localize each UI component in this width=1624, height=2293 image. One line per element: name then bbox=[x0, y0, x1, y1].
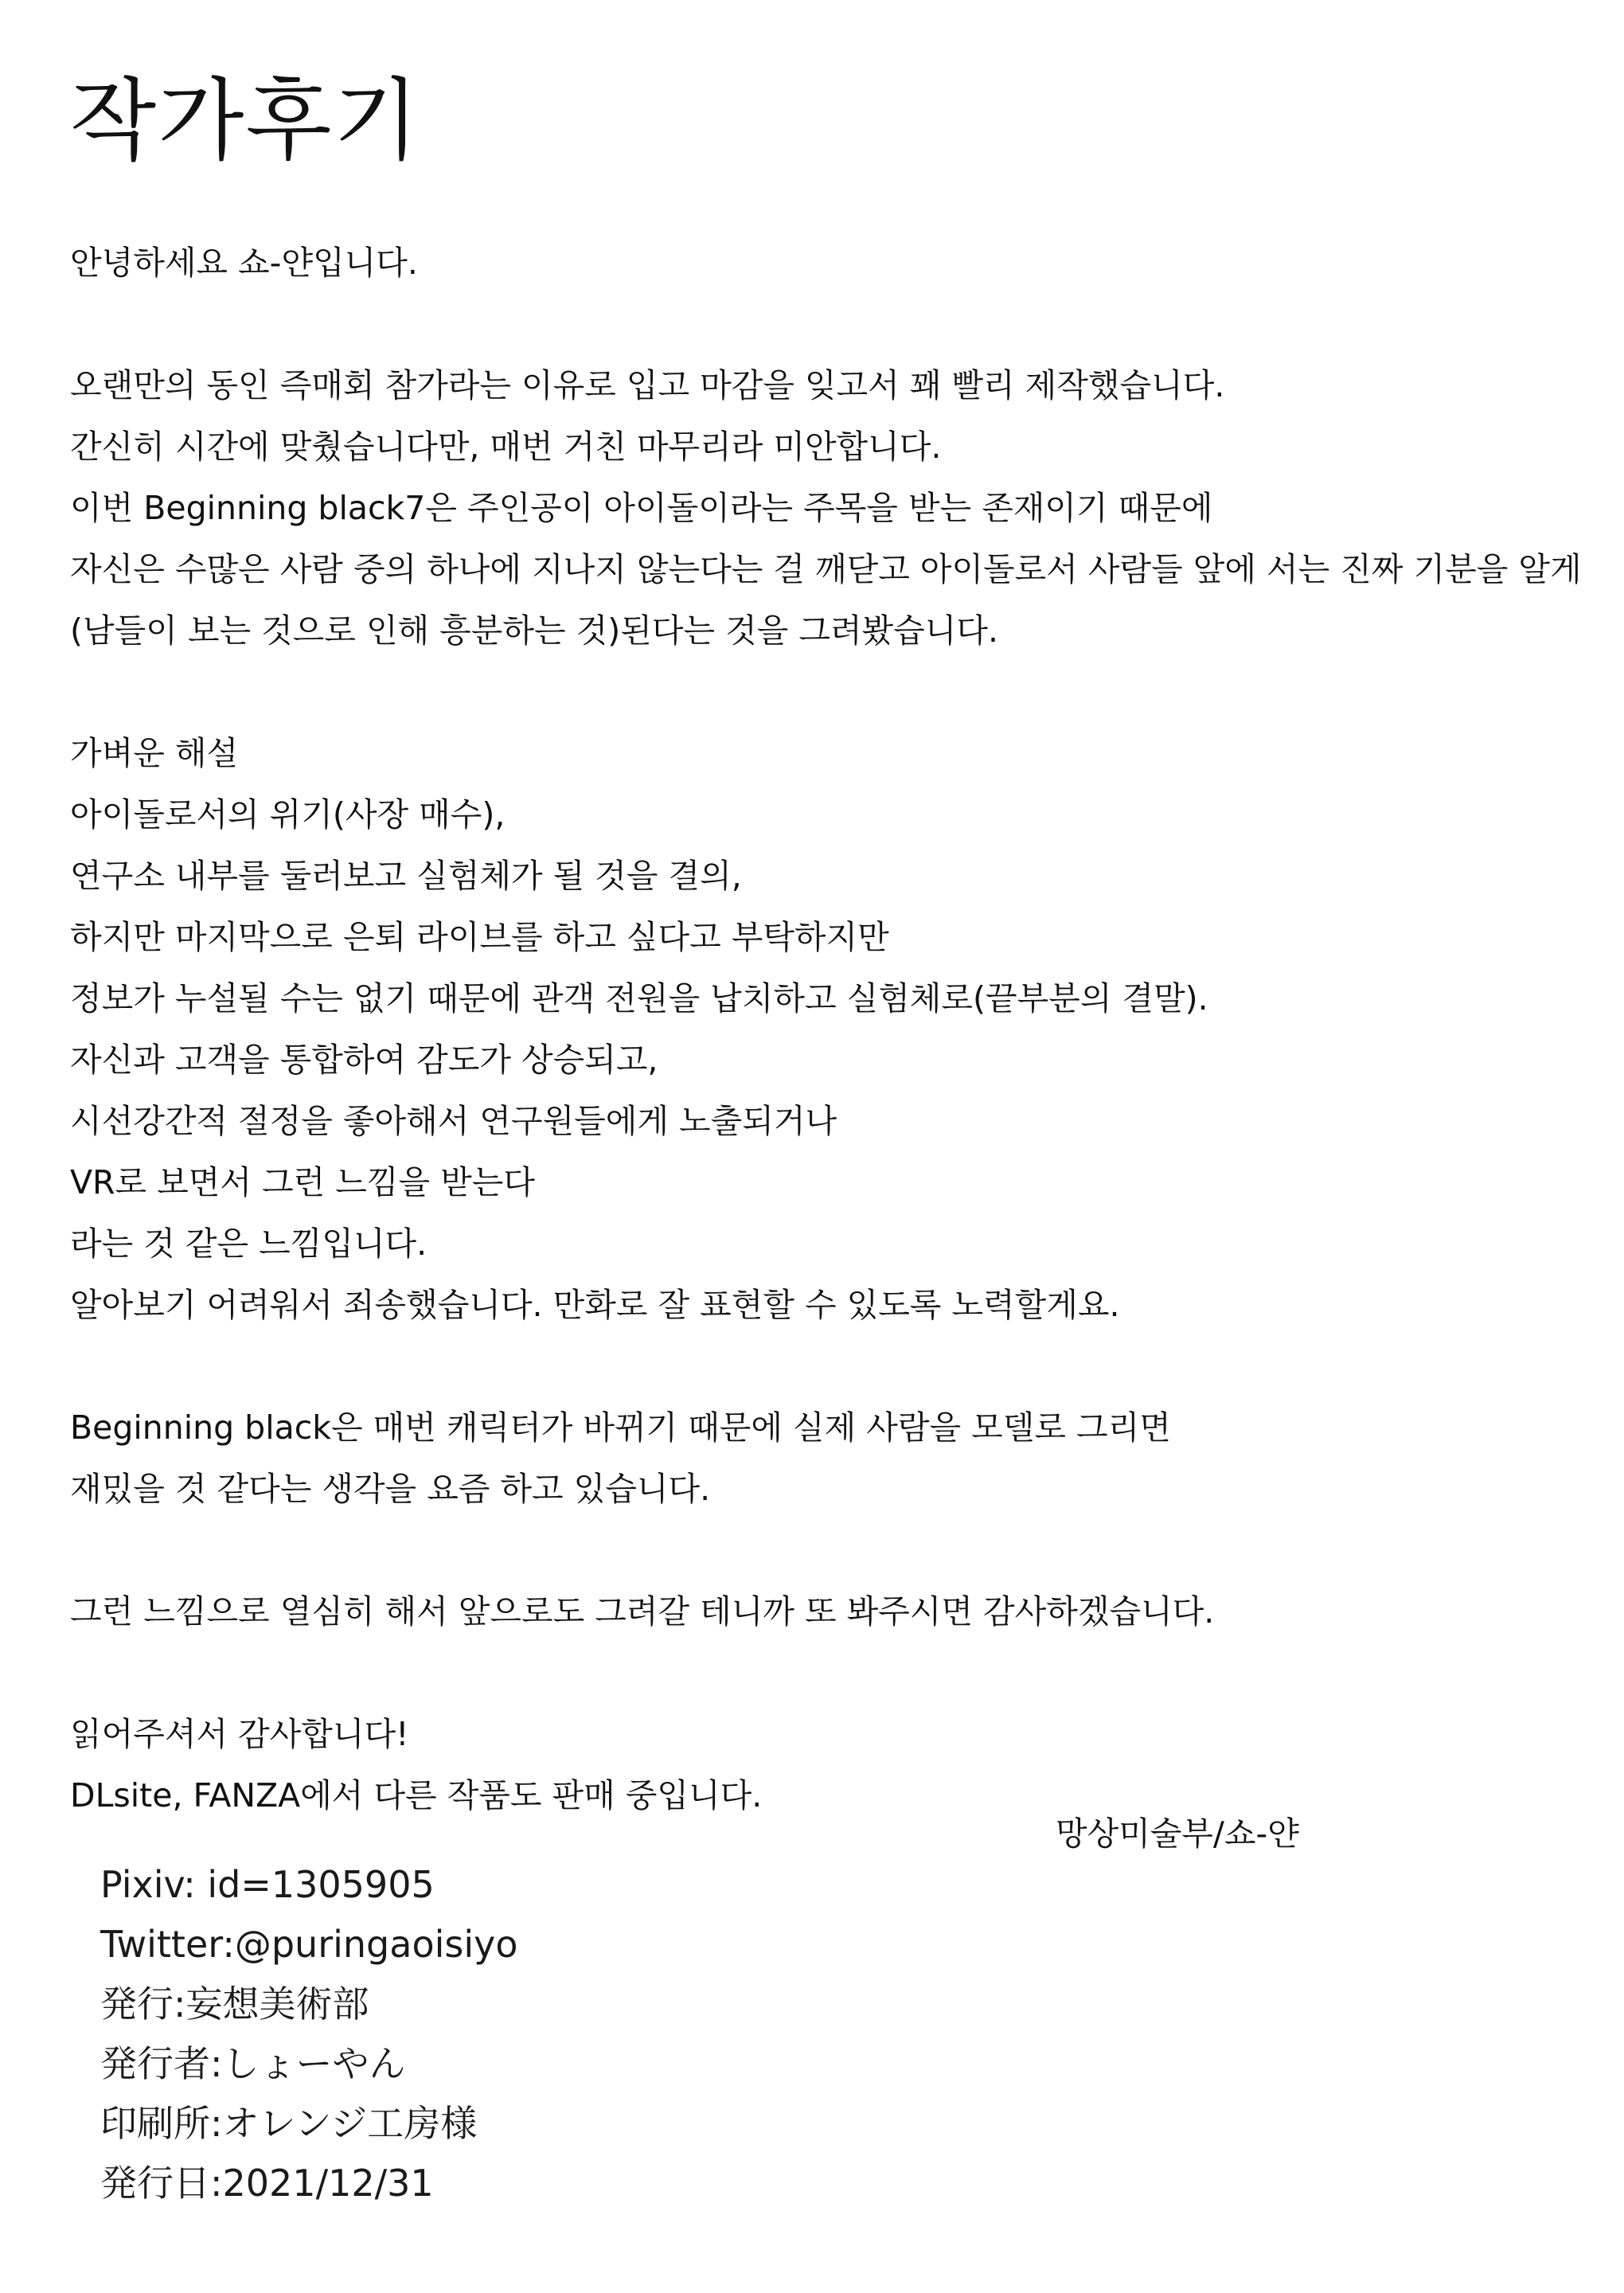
text-line: 정보가 누설될 수는 없기 때문에 관객 전원을 납치하고 실험체로(끝부분의 결말). bbox=[70, 979, 1208, 1018]
colophon bbox=[100, 1855, 518, 2213]
issuer: 発行者:しょーやん bbox=[100, 2042, 406, 2085]
text-line: 자신은 수많은 사람 중의 하나에 지나지 않는다는 걸 깨닫고 아이돌로서 사람들 앞에 서는 진짜 기분을 알게 bbox=[70, 550, 1582, 588]
paragraph-gap bbox=[70, 1336, 1583, 1397]
paragraph-gap bbox=[70, 1520, 1583, 1581]
text-line: 간신히 시간에 맞췄습니다만, 매번 거친 마무리라 미안합니다. bbox=[70, 428, 942, 466]
text-line: 시선강간적 절정을 좋아해서 연구원들에게 노출되거나 bbox=[70, 1102, 837, 1140]
text-line: 알아보기 어려워서 죄송했습니다. 만화로 잘 표현할 수 있도록 노력할게요. bbox=[70, 1286, 1120, 1324]
text-line: Beginning black은 매번 캐릭터가 바뀌기 때문에 실제 사람을 모델로 그리면 bbox=[70, 1408, 1171, 1447]
greeting-line: 안녕하세요 쇼-얀입니다. bbox=[70, 244, 418, 282]
text-line: 그런 느낌으로 열심히 해서 앞으로도 그려갈 테니까 또 봐주시면 감사하겠습니다. bbox=[70, 1592, 1215, 1631]
paragraph-gap bbox=[70, 1643, 1583, 1704]
afterword-body bbox=[70, 232, 1583, 1826]
text-line: 오랜만의 동인 즉매회 참가라는 이유로 입고 마감을 잊고서 꽤 빨리 제작했습니다. bbox=[70, 366, 1225, 404]
pixiv-id: Pixiv: id=1305905 bbox=[100, 1863, 435, 1906]
issue-date: 発行日:2021/12/31 bbox=[100, 2162, 434, 2205]
paragraph-gap bbox=[70, 294, 1583, 355]
twitter-handle: Twitter:@puringaoisiyo bbox=[100, 1923, 518, 1966]
text-line: 연구소 내부를 둘러보고 실험체가 될 것을 결의, bbox=[70, 857, 742, 895]
page-title: 작가후기 bbox=[70, 69, 421, 173]
text-line: 이번 Beginning black7은 주인공이 아이돌이라는 주목을 받는 존재이기 때문에 bbox=[70, 489, 1213, 527]
text-line: 라는 것 같은 느낌입니다. bbox=[70, 1225, 427, 1263]
text-line: 재밌을 것 같다는 생각을 요즘 하고 있습니다. bbox=[70, 1470, 711, 1508]
text-line: 자신과 고객을 통합하여 감도가 상승되고, bbox=[70, 1041, 658, 1079]
text-line: 하지만 마지막으로 은퇴 라이브를 하고 싶다고 부탁하지만 bbox=[70, 918, 889, 956]
section-heading: 가벼운 해설 bbox=[70, 734, 239, 772]
publisher: 発行:妄想美術部 bbox=[100, 1982, 369, 2025]
paragraph-gap bbox=[70, 662, 1583, 723]
text-line: VR로 보면서 그런 느낌을 받는다 bbox=[70, 1163, 535, 1201]
author-signature: 망상미술부/쇼-얀 bbox=[1056, 1814, 1299, 1853]
text-line: DLsite, FANZA에서 다른 작품도 판매 중입니다. bbox=[70, 1776, 763, 1814]
printer: 印刷所:オレンジ工房様 bbox=[100, 2102, 478, 2145]
text-line: 읽어주셔서 감사합니다! bbox=[70, 1715, 409, 1753]
text-line: (남들이 보는 것으로 인해 흥분하는 것)된다는 것을 그려봤습니다. bbox=[70, 611, 999, 650]
text-line: 아이돌로서의 위기(사장 매수), bbox=[70, 795, 506, 834]
